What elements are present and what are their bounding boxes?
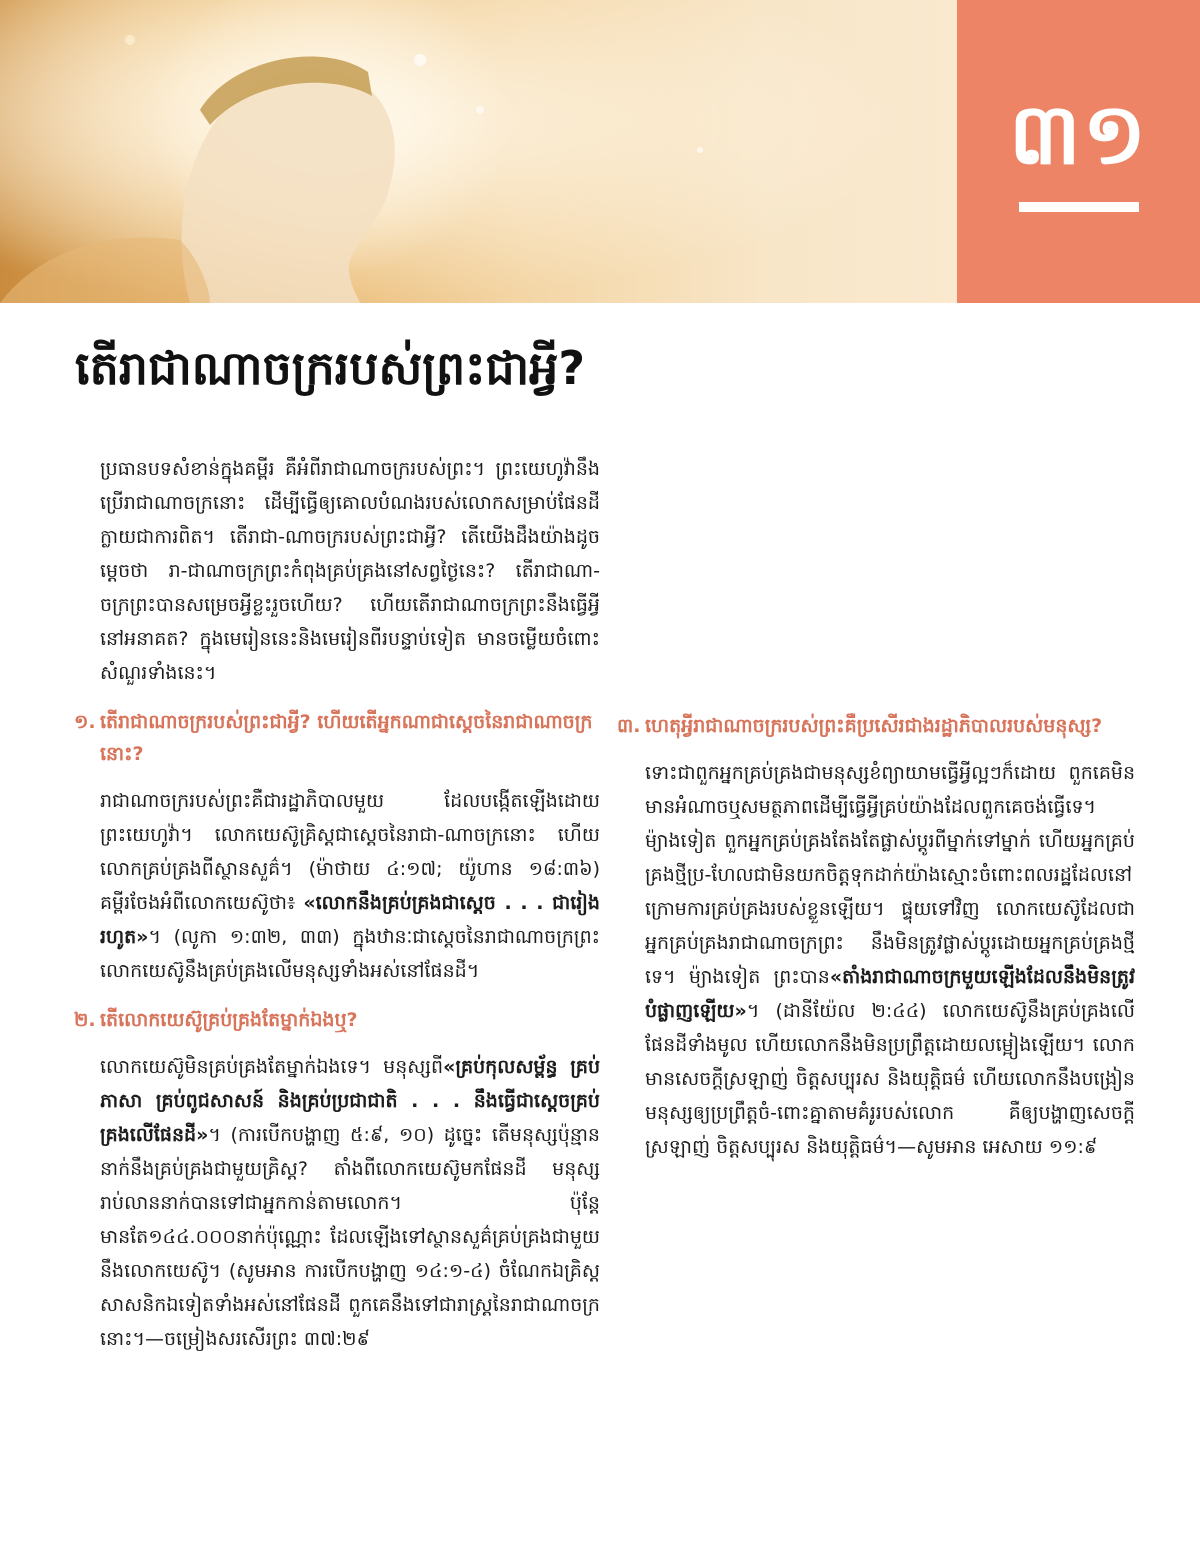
lesson-number: ៣១ [1008,85,1149,183]
section-number: ១. [74,711,96,733]
section-heading-text: តើលោកយេស៊ូគ្រប់គ្រងតែម្នាក់ឯងឬ? [100,1009,358,1031]
section-heading-text: តើរាជាណាចក្ររបស់ព្រះជាអ្វី? ហើយតើអ្នកណាជាស្ដេចនៃរាជាណាចក្រនោះ? [100,711,593,765]
lesson-number-underline [1019,202,1139,212]
paragraph-text: រាជាណាចក្ររបស់ព្រះគឺជារដ្ឋាភិបាលមួយ ដែលបង្កើតឡើងដោយព្រះយេហូវ៉ា។ លោកយេស៊ូគ្រិស្ដជាស្ដេចនៃរាជា-ណាចក្រនោះ ហើយលោកគ្រប់គ្រងពីស្ថានសួគ៌។ (ម៉ាថាយ ៤:១៧; យ៉ូហាន ១៨:៣៦) គម្ពីរចែងអំពីលោកយេស៊ូថា៖ [100,790,600,914]
paragraph-text: លោកយេស៊ូមិនគ្រប់គ្រងតែម្នាក់ឯងទេ។ មនុស្សពី [100,1056,444,1078]
bible-quote: «តាំងរាជាណាចក្រមួយឡើងដែលនឹងមិនត្រូវបំផ្លាញឡើយ» [645,966,1135,1022]
section-number: ២. [74,1009,96,1031]
left-column [74,452,600,1372]
section-heading-3 [617,710,1135,742]
right-column [617,700,1135,1180]
section-paragraph-2 [100,1050,600,1356]
paragraph-text: ។ (ការបើកបង្ហាញ ៥:៩, ១០) ដូច្នេះ តើមនុស្សប៉ុន្មាននាក់នឹងគ្រប់គ្រងជាមួយគ្រិស្ដ? តាំងពីលោកយេស៊ូមកផែនដី មនុស្សរាប់លាននាក់បានទៅជាអ្នកកាន់តាមលោក។ ប៉ុន្តែ មានតែ១៤៤.០០០នាក់ប៉ុណ្ណោះ ដែលឡើងទៅស្ថានសួគ៌គ្រប់គ្រងជាមួយនឹងលោកយេស៊ូ។ (សូមអាន ការបើកបង្ហាញ ១៤:១-៤) ចំណែកឯគ្រិស្ដសាសនិកឯទៀតទាំងអស់នៅផែនដី ពួកគេនឹងទៅជារាស្ត្រនៃរាជាណាចក្រនោះ។—ចម្រៀងសរសើរព្រះ ៣៧:២៩ [100,1124,600,1350]
paragraph-text: ទោះជាពួកអ្នកគ្រប់គ្រងជាមនុស្សខំព្យាយាមធ្វើអ្វីល្អៗក៏ដោយ ពួកគេមិនមានអំណាចឬសមត្ថភាពដើម្បីធ្វើអ្វីគ្រប់យ៉ាងដែលពួកគេចង់ធ្វើទេ។ ម៉្យាងទៀត ពួកអ្នកគ្រប់គ្រងតែងតែផ្លាស់ប្ដូរពីម្នាក់ទៅម្នាក់ ហើយអ្នកគ្រប់គ្រងថ្មីប្រ-ហែលជាមិនយកចិត្តទុកដាក់យ៉ាងស្មោះចំពោះពលរដ្ឋដែលនៅក្រោមការគ្រប់គ្រងរបស់ខ្លួនឡើយ។ ផ្ទុយទៅវិញ លោកយេស៊ូដែលជាអ្នកគ្រប់គ្រងរាជាណាចក្រព្រះ នឹងមិនត្រូវផ្លាស់ប្ដូរដោយអ្នកគ្រប់គ្រងថ្មីទេ។ ម៉្យាងទៀត ព្រះបាន [645,762,1135,988]
section-heading-1 [74,706,600,770]
page-title: តើរាជាណាចក្ររបស់ព្រះជាអ្វី? [75,341,586,395]
king-illustration [0,0,957,303]
section-paragraph-3 [645,756,1135,1164]
paragraph-text: ។ (លូកា ១:៣២, ៣៣) ក្នុងឋានៈជាស្ដេចនៃរាជាណាចក្រព្រះ លោកយេស៊ូនឹងគ្រប់គ្រងលើមនុស្សទាំងអស់នៅផែនដី។ [100,926,600,982]
paragraph-text: ។ (ដានីយ៉ែល ២:៤៤) លោកយេស៊ូនឹងគ្រប់គ្រងលើផែនដីទាំងមូល ហើយលោកនឹងមិនប្រព្រឹត្តដោយលម្អៀងឡើយ។ លោកមានសេចក្ដីស្រឡាញ់ ចិត្តសប្បុរស និងយុត្តិធម៌ ហើយលោកនឹងបង្រៀនមនុស្សឲ្យប្រព្រឹត្តចំ-ពោះគ្នាតាមគំរូរបស់លោក គឺឲ្យបង្ហាញសេចក្ដីស្រឡាញ់ ចិត្តសប្បុរស និងយុត្តិធម៌។—សូមអាន អេសាយ ១១:៩ [645,1000,1135,1158]
bible-quote: «លោកនឹងគ្រប់គ្រងជាស្ដេច . . . ជារៀងរហូត» [100,892,600,948]
section-heading-2 [74,1004,600,1036]
intro-paragraph: ប្រធានបទសំខាន់ក្នុងគម្ពីរ គឺអំពីរាជាណាចក្ររបស់ព្រះ។ ព្រះយេហូវ៉ានឹងប្រើរាជាណាចក្រនោះ ដើម្បីធ្វើឲ្យគោលបំណងរបស់លោកសម្រាប់ផែនដីក្លាយជាការពិត។ តើរាជា-ណាចក្ររបស់ព្រះជាអ្វី? តើយើងដឹងយ៉ាងដូចម្ដេចថា រា-ជាណាចក្រព្រះកំពុងគ្រប់គ្រងនៅសព្វថ្ងៃនេះ? តើរាជាណា-ចក្រព្រះបានសម្រេចអ្វីខ្លះរួចហើយ? ហើយតើរាជាណាចក្រព្រះនឹងធ្វើអ្វីនៅអនាគត? ក្នុងមេរៀននេះនិងមេរៀនពីរបន្ទាប់ទៀត មានចម្លើយចំពោះសំណួរទាំងនេះ។ [100,458,600,684]
section-heading-text: ហេតុអ្វីរាជាណាចក្ររបស់ព្រះគឺប្រសើរជាងរដ្ឋាភិបាលរបស់មនុស្ស? [645,715,1103,737]
bible-quote: «គ្រប់កុលសម្ព័ន្ធ គ្រប់ភាសា គ្រប់ពូជសាសន៍ និងគ្រប់ប្រជាជាតិ . . . នឹងធ្វើជាស្ដេចគ្រប់គ្រងលើផែនដី» [100,1056,600,1146]
header-image [0,0,957,303]
section-paragraph-1 [100,784,600,988]
section-number: ៣. [617,715,641,737]
lesson-number-box [957,0,1200,303]
